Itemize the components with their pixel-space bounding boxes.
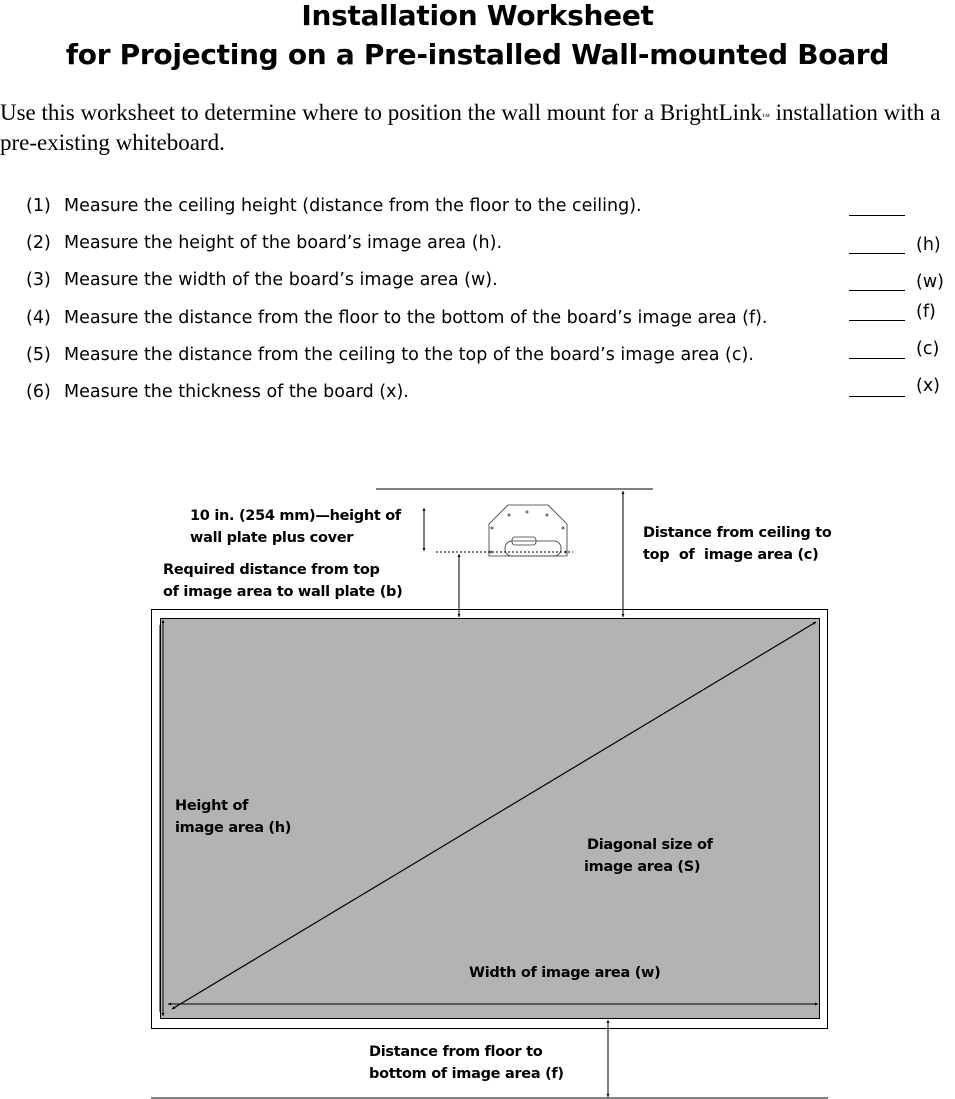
required-distance-label-line-2: of image area to wall plate (b)	[163, 584, 403, 600]
height-label	[175, 795, 291, 839]
diagonal-label-line-2: image area (S)	[584, 859, 701, 875]
variable-h: (h)	[916, 235, 941, 255]
diagonal-label	[584, 834, 713, 878]
title-line-2: for Projecting on a Pre-installed Wall-mounted Board	[65, 38, 890, 71]
step-number: (1)	[26, 196, 51, 216]
intro-text-end: installation with a pre-existing whiteboard.	[0, 100, 941, 155]
trademark-symbol: ™	[762, 112, 770, 121]
diagonal-label-line-1: Diagonal size of	[587, 837, 713, 853]
height-label-line-2: image area (h)	[175, 820, 292, 836]
ceiling-distance-label-line-1: Distance from ceiling to	[643, 525, 832, 541]
required-distance-label	[163, 559, 402, 603]
step-number: (2)	[26, 233, 51, 253]
intro-text-start: Use this worksheet to determine where to position the wall mount for a BrightLink	[0, 100, 763, 125]
step-text: Measure the distance from the ceiling to the top of the board’s image area (c).	[64, 345, 754, 365]
required-distance-label-line-1: Required distance from top	[163, 562, 380, 578]
variable-c: (c)	[916, 339, 940, 359]
wall-plate	[489, 505, 567, 556]
height-label-line-1: Height of	[175, 798, 249, 814]
step-number: (4)	[26, 308, 51, 328]
ceiling-distance-label	[643, 522, 832, 566]
floor-distance-label-line-2: bottom of image area (f)	[369, 1066, 564, 1082]
plate-height-label-line-2: wall plate plus cover	[190, 530, 354, 546]
step-number: (6)	[26, 382, 51, 402]
floor-distance-label-line-1: Distance from floor to	[369, 1044, 543, 1060]
plate-height-label	[190, 505, 401, 549]
title-line-1: Installation Worksheet	[301, 0, 654, 32]
ceiling-distance-label-line-2: top of image area (c)	[643, 547, 819, 563]
step-number: (3)	[26, 270, 51, 290]
step-text: Measure the height of the board’s image area (h).	[64, 233, 503, 253]
step-text: Measure the distance from the floor to the bottom of the board’s image area (f).	[64, 308, 768, 328]
variable-x: (x)	[916, 376, 941, 396]
step-text: Measure the ceiling height (distance from the floor to the ceiling).	[64, 196, 642, 216]
variable-f: (f)	[916, 302, 936, 322]
step-number: (5)	[26, 345, 51, 365]
variable-w: (w)	[916, 272, 944, 292]
step-text: Measure the thickness of the board (x).	[64, 382, 409, 402]
plate-height-label-line-1: 10 in. (254 mm)—height of	[190, 508, 401, 524]
step-text: Measure the width of the board’s image area (w).	[64, 270, 498, 290]
floor-distance-label	[369, 1041, 564, 1085]
width-label: Width of image area (w)	[469, 965, 661, 981]
